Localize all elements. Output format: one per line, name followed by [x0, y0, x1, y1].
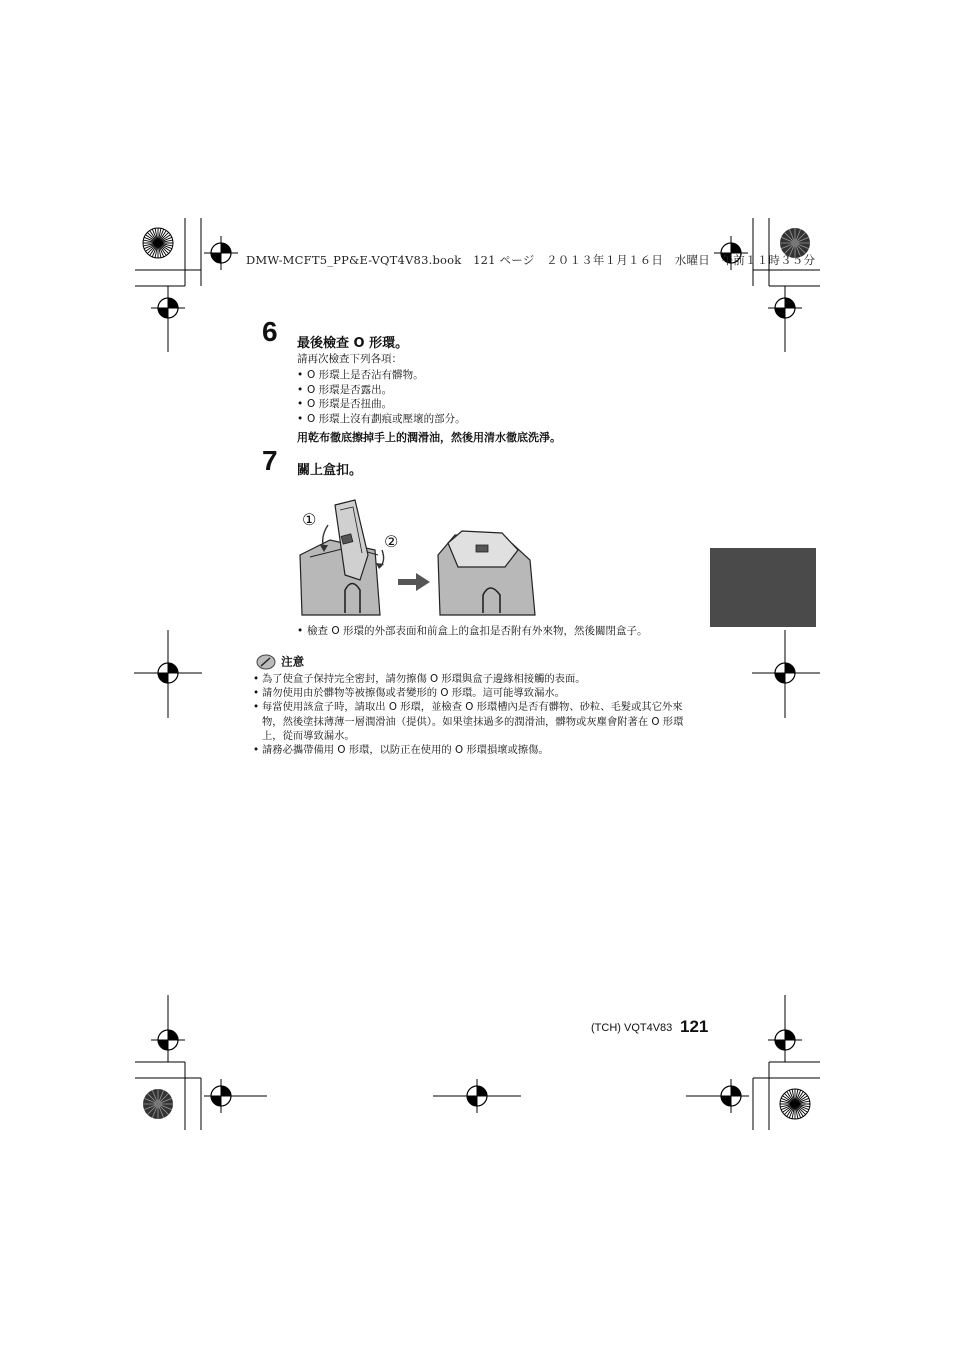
figure-label-1: ① — [302, 510, 317, 529]
section-tab — [710, 548, 816, 627]
note-title: 注意 — [281, 654, 305, 669]
list-item: • 為了使盒子保持完全密封，請勿擦傷 O 形環與盒子邊緣相接觸的表面。 — [253, 672, 703, 686]
list-item: • 每當使用該盒子時，請取出 O 形環，並檢查 O 形環槽內是否有髒物、砂粒、毛髮或其它外來物，然後塗抹薄薄一層潤滑油（提供）。如果塗抹過多的潤滑油，髒物或灰塵會附著在 O 形環上，從而導致漏水。 — [253, 700, 703, 743]
list-item: • O 形環是否露出。 — [297, 383, 697, 398]
step-6-number: 6 — [262, 316, 278, 347]
step-6-intro: 請再次檢查下列各項： — [297, 353, 402, 365]
list-item: • O 形環上沒有劃痕或壓壞的部分。 — [297, 412, 697, 427]
list-item: • 請務必攜帶備用 O 形環，以防正在使用的 O 形環損壞或擦傷。 — [253, 743, 703, 757]
step-7-number: 7 — [262, 445, 278, 476]
step-6-emphasis: 用乾布徹底擦掉手上的潤滑油，然後用清水徹底洗淨。 — [297, 431, 561, 444]
step-6-title: 最後檢查 O 形環。 — [297, 336, 409, 351]
step-7-checklist — [297, 624, 697, 639]
file-info-header: DMW-MCFT5_PP&E-VQT4V83.book 121 ページ ２０１３年１月１６日 水曜日 午前１１時３５分 — [246, 253, 816, 267]
list-item: • 檢查 O 形環的外部表面和前盒上的盒扣是否附有外來物，然後關閉盒子。 — [297, 624, 697, 639]
list-item: • O 形環是否扭曲。 — [297, 397, 697, 412]
page-number: 121 — [680, 1017, 709, 1036]
note-list — [253, 672, 703, 757]
step-7-title: 關上盒扣。 — [297, 463, 363, 478]
close-latch-illustration — [290, 495, 550, 620]
note-pencil-icon — [256, 654, 276, 670]
list-item: • 請勿使用由於髒物等被擦傷或者變形的 O 形環。這可能導致漏水。 — [253, 686, 703, 700]
model-code: (TCH) VQT4V83 — [591, 1022, 673, 1034]
list-item: • O 形環上是否沾有髒物。 — [297, 368, 697, 383]
figure-label-2: ② — [384, 532, 399, 551]
step-6-checklist — [297, 368, 697, 426]
note-heading — [256, 651, 304, 670]
